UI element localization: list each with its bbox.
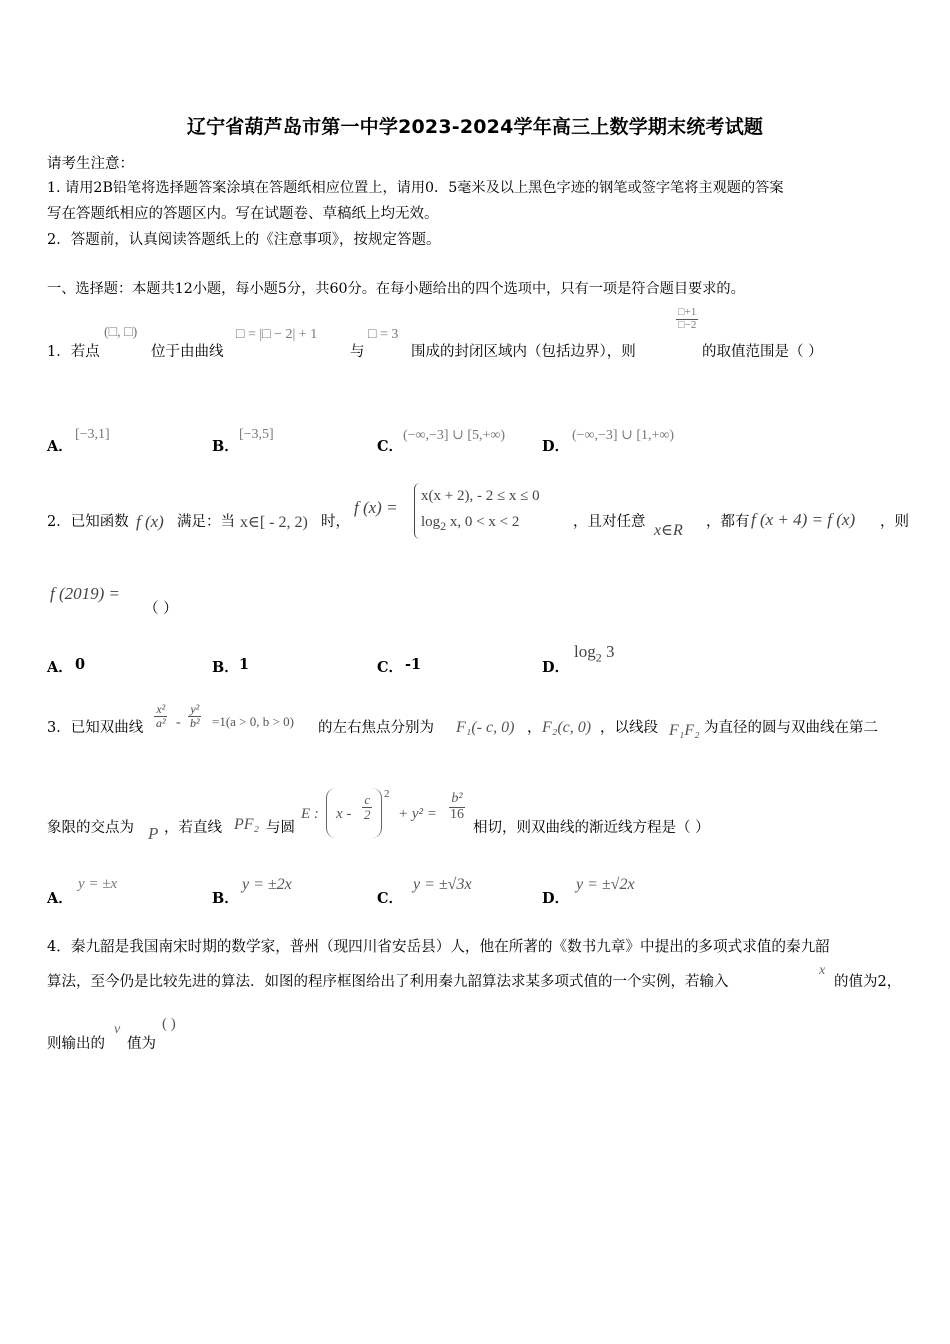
q1-stem-1: 1．若点 [47,344,100,360]
q4-line-2a: 算法，至今仍是比较先进的算法．如图的程序框图给出了利用秦九韶算法求某多项式值的一个实例，若输入 [47,974,729,990]
q1-stem-5: 的取值范围是（ ） [702,344,823,360]
q3-circle-paren [326,788,382,838]
q2-fx-math: f (x) [136,512,164,531]
q1-fraction-math [676,307,698,331]
q1-option-d-label: D． [542,438,570,455]
q3-circle-c-num: c [364,792,371,807]
q2-stem-2: 满足：当 [177,514,235,530]
q2-case-1: x(x + 2), - 2 ≤ x ≤ 0 [421,488,540,504]
q2-option-b-value: 1 [239,656,250,673]
notice-heading: 请考生注意： [47,156,134,172]
q1-line-math: □ = 3 [368,327,399,342]
q1-stem-2: 位于由曲线 [151,344,224,360]
q3-circle-r-num: b² [451,791,463,806]
q3-y2-num: y² [190,702,200,716]
q1-fraction-denominator: □−2 [678,318,697,331]
q1-option-a-value: [−3,1] [75,427,110,442]
q2-period-math: f (x + 4) = f (x) [751,510,856,529]
q1-stem-4: 围成的封闭区域内（包括边界），则 [411,344,636,360]
q3-option-d-label: D． [542,890,570,907]
q1-option-c-value: (−∞,−3] ∪ [5,+∞) [403,428,506,443]
q3-circle-r-frac [448,792,466,822]
q2-stem-4: ，且对任意 [573,514,646,530]
q4-v-math: v [114,1022,121,1037]
q2-case-2-base: 2 [440,519,447,533]
q4-answer-paren: ( ) [162,1016,176,1032]
q1-point-math: (□, □) [104,325,138,340]
q3-circle-square: 2 [384,788,390,800]
q4-line-1: 4．秦九韶是我国南宋时期的数学家，普州（现四川省安岳县）人，他在所著的《数书九章》中提出的多项式求值的秦九韶 [47,938,830,955]
q3-option-a-value: y = ±x [78,876,118,892]
notice-line-1b: 写在答题纸相应的答题区内。写在试题卷、草稿纸上均无效。 [47,206,439,222]
q2-stem-5: ，都有 [706,514,750,530]
q3-pf2-math: PF₂ [234,816,260,833]
q3-x2-num: x² [156,702,166,716]
section-heading-choice: 一、选择题：本题共12小题，每小题5分，共60分。在每小题给出的四个选项中，只有一项是符合题目要求的。 [47,281,745,297]
q3-stem-3: ， [527,720,542,736]
q3-stem-2: 的左右焦点分别为 [318,720,434,736]
q1-option-b-label: B． [212,438,239,455]
q1-stem-3: 与 [350,344,365,360]
q3-y2-frac [188,703,202,729]
q3-option-d-value: y = ±√2x [576,876,635,893]
q2-piecewise-brace [414,483,540,539]
q3-stem-9: 相切，则双曲线的渐近线方程是（ ） [473,820,710,836]
q2-domain-math: x∈[ - 2, 2) [240,514,308,531]
q3-stem-7: ，若直线 [164,820,222,836]
q3-stem-5: 为直径的圆与双曲线在第二 [704,720,878,736]
q1-option-a-label: A． [47,438,73,455]
q2-case-2-log: log [421,514,441,530]
q2-f2019-math: f (2019) = [50,584,121,603]
q3-condition-math: =1(a > 0, b > 0) [212,714,294,729]
q2-option-d-base: 2 [595,650,602,665]
q3-minus: - [176,715,181,730]
q2-option-c-value: -1 [405,656,422,673]
q2-stem-6: ，则 [880,514,909,530]
q2-option-d-value [574,642,614,665]
q3-circle-x-math: x - [336,806,352,822]
q4-line-3a: 则输出的 [47,1036,105,1052]
q2-stem-7: （ ） [144,601,178,617]
q2-xr-math: x∈R [654,522,683,539]
q3-circle-r-den: 16 [450,806,464,822]
notice-line-2: 2．答题前，认真阅读答题纸上的《注意事项》，按规定答题。 [47,232,441,248]
q1-curve-math: □ = |□ − 2| + 1 [236,327,318,342]
q1-option-d-value: (−∞,−3] ∪ [1,+∞) [572,428,675,443]
q2-case-2 [421,509,540,539]
q3-p-math: P [148,824,159,843]
q3-option-c-value: y = ±√3x [413,876,472,893]
q3-stem-1: 3．已知双曲线 [47,720,144,736]
q2-option-a-label: A． [47,659,73,676]
page-title: 辽宁省葫芦岛市第一中学2023-2024学年高三上数学期末统考试题 [186,116,764,138]
q3-option-b-label: B． [212,890,239,907]
q2-option-c-label: C． [377,659,404,676]
q3-circle-c-den: 2 [364,806,371,822]
q1-fraction-numerator: □+1 [678,306,697,318]
q2-case-2-rest: x, 0 < x < 2 [446,514,520,530]
q3-circle-y2-math: + y² = [398,806,437,822]
q2-stem-3: 时， [321,514,350,530]
q2-option-a-value: 0 [75,656,86,673]
q3-stem-6: 象限的交点为 [47,820,134,836]
q3-b2-den: b² [190,715,200,730]
q2-stem-1: 2．已知函数 [47,514,129,530]
q4-x-math: x [819,963,826,978]
q3-stem-4: ，以线段 [600,720,658,736]
q3-x2-frac [154,703,168,729]
q4-line-2b: 的值为2， [834,974,902,990]
q3-option-a-label: A． [47,890,73,907]
notice-line-1a: 1. 请用2B铅笔将选择题答案涂填在答题纸相应位置上，请用0．5毫米及以上黑色字迹的钢笔或签字笔将主观题的答案 [47,180,784,196]
q2-option-b-label: B． [212,659,239,676]
q3-circle-c-frac [362,793,373,821]
q3-stem-8: 与圆 [266,820,295,836]
q2-option-d-arg: 3 [601,642,615,661]
q2-fx-def-math: f (x) = [354,498,398,517]
q2-option-d-log: log [574,642,596,661]
q3-f2-math: F₂(c, 0) [542,719,592,736]
q4-line-3b: 值为 [127,1036,156,1052]
q3-option-c-label: C． [377,890,404,907]
q3-a2-den: a² [156,715,166,730]
q3-option-b-value: y = ±2x [242,876,292,893]
q2-piecewise-math [414,483,540,539]
q3-circle-e-math: E : [301,806,319,822]
q3-f1f2-math: F₁F₂ [669,722,700,739]
q1-option-b-value: [−3,5] [239,427,274,442]
q3-f1-math: F₁(- c, 0) [456,719,515,736]
q2-option-d-label: D． [542,659,570,676]
q1-option-c-label: C． [377,438,404,455]
